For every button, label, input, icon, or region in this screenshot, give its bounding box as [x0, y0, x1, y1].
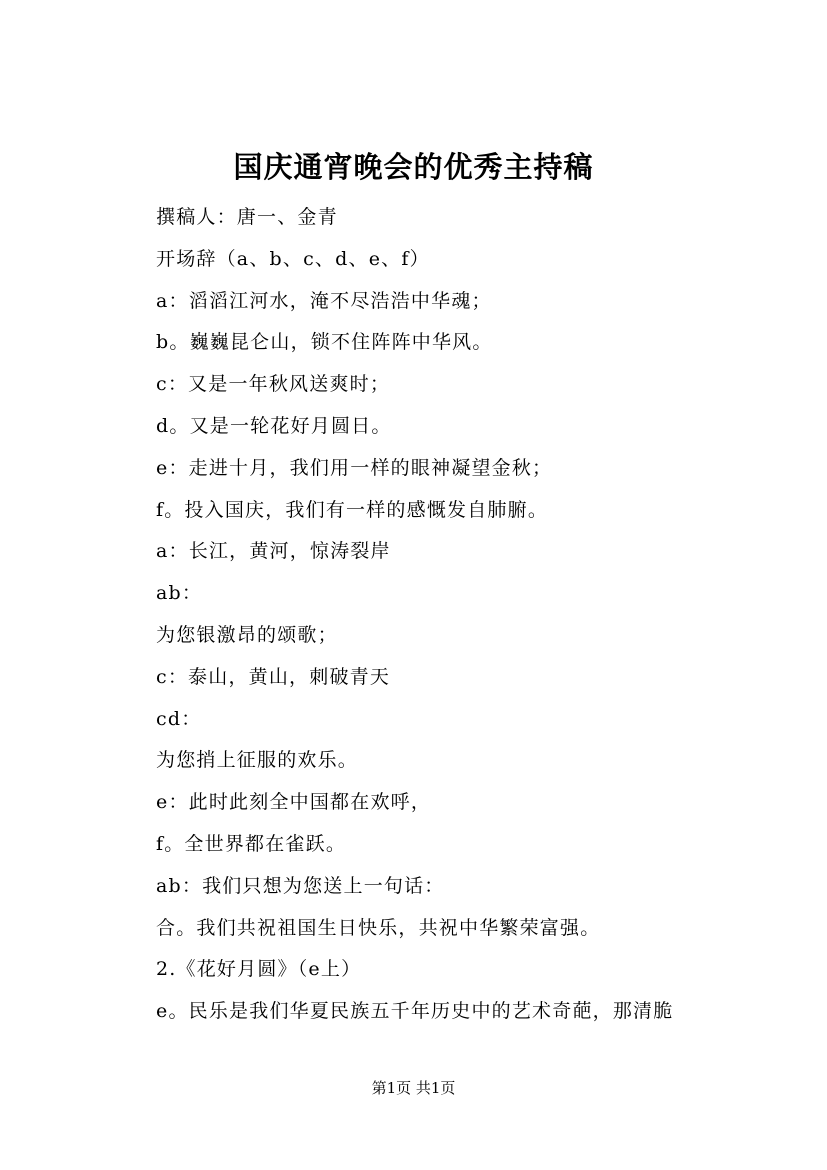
body-line: 2.《花好月圆》（e上） — [156, 958, 362, 981]
body-line: e：走进十月，我们用一样的眼神凝望金秋； — [156, 456, 553, 479]
body-line: f。投入国庆，我们有一样的感慨发自肺腑。 — [156, 498, 549, 521]
body-line: 为您捎上征服的欢乐。 — [156, 749, 359, 772]
document-body — [156, 197, 756, 1033]
body-line: f。全世界都在雀跃。 — [156, 832, 347, 855]
body-line: 撰稿人：唐一、金青 — [156, 206, 338, 228]
body-line: 合。我们共祝祖国生日快乐，共祝中华繁荣富强。 — [156, 916, 601, 939]
body-line: ab： — [156, 582, 203, 605]
body-line: cd： — [156, 707, 202, 730]
body-line: d。又是一轮花好月圆日。 — [156, 414, 392, 437]
body-line: e。民乐是我们华夏民族五千年历史中的艺术奇葩，那清脆 — [156, 1000, 674, 1023]
body-line: a：长江，黄河，惊涛裂岸 — [156, 540, 391, 563]
document-title: 国庆通宵晚会的优秀主持稿 — [233, 150, 594, 184]
body-line: c：又是一年秋风送爽时； — [156, 373, 391, 396]
body-line: b。巍巍昆仑山，锁不住阵阵中华风。 — [156, 331, 493, 354]
body-line: 为您银激昂的颂歌； — [156, 623, 338, 646]
body-line: e：此时此刻全中国都在欢呼， — [156, 791, 432, 814]
body-line: a：滔滔江河水，淹不尽浩浩中华魂； — [156, 289, 492, 312]
page-footer: 第1页 共1页 — [371, 1079, 456, 1097]
body-line: c：泰山，黄山，刺破青天 — [156, 665, 391, 688]
body-line: ab：我们只想为您送上一句话： — [156, 874, 445, 897]
body-line: 开场辞（a、b、c、d、e、f） — [156, 247, 430, 270]
